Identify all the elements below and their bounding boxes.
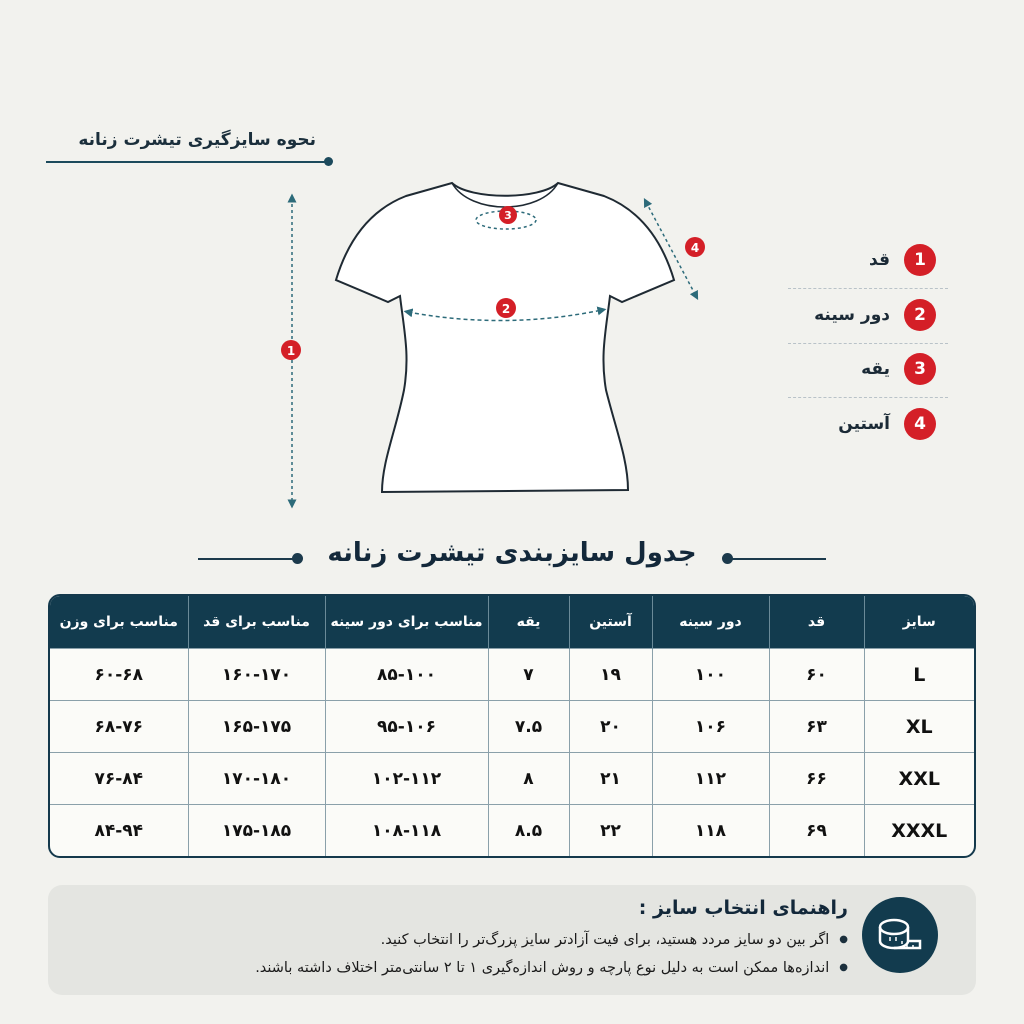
measuring-tape-icon — [862, 897, 938, 973]
table-title-line-left — [198, 558, 298, 560]
legend-item-chest — [636, 295, 936, 335]
cell-collar: ۸ — [488, 753, 569, 805]
cell-sleeve: ۲۱ — [569, 753, 652, 805]
header-length: قد — [769, 596, 864, 649]
cell-length: ۶۰ — [769, 649, 864, 701]
marker-3 — [499, 206, 517, 224]
cell-fit-weight: ۸۴-۹۴ — [50, 805, 188, 856]
legend-number: 4 — [904, 408, 936, 440]
cell-fit-chest: ۸۵-۱۰۰ — [325, 649, 488, 701]
tshirt-outline — [336, 183, 674, 492]
legend-label: آستین — [838, 414, 890, 434]
cell-size: L — [864, 649, 974, 701]
svg-text:2: 2 — [501, 302, 511, 316]
header-size: سایز — [864, 596, 974, 649]
cell-fit-weight: ۶۰-۶۸ — [50, 649, 188, 701]
cell-sleeve: ۲۲ — [569, 805, 652, 856]
header-fit-chest: مناسب برای دور سینه — [325, 596, 488, 649]
table-title-line-right — [728, 558, 826, 560]
legend-number: 2 — [904, 299, 936, 331]
legend-item-length — [636, 240, 936, 280]
header-chest: دور سینه — [652, 596, 769, 649]
cell-length: ۶۶ — [769, 753, 864, 805]
legend-number: 1 — [904, 244, 936, 276]
legend-number: 3 — [904, 353, 936, 385]
cell-sleeve: ۲۰ — [569, 701, 652, 753]
table-row — [50, 805, 974, 856]
tshirt-diagram — [270, 180, 720, 510]
legend-label: یقه — [861, 359, 890, 379]
table-row — [50, 649, 974, 701]
marker-1 — [281, 340, 301, 360]
cell-collar: ۸.۵ — [488, 805, 569, 856]
measure-title-dot — [324, 157, 333, 166]
legend-label: دور سینه — [814, 305, 890, 325]
cell-fit-height: ۱۷۰-۱۸۰ — [188, 753, 325, 805]
legend-item-sleeve — [636, 404, 936, 444]
cell-sleeve: ۱۹ — [569, 649, 652, 701]
svg-text:3: 3 — [504, 209, 512, 222]
cell-size: XXL — [864, 753, 974, 805]
cell-fit-height: ۱۶۰-۱۷۰ — [188, 649, 325, 701]
table-section-title: جدول سایزبندی تیشرت زنانه — [327, 538, 697, 568]
measure-section-title: نحوه سایزگیری تیشرت زنانه — [78, 130, 316, 150]
cell-fit-weight: ۷۶-۸۴ — [50, 753, 188, 805]
table-row — [50, 701, 974, 753]
cell-fit-weight: ۶۸-۷۶ — [50, 701, 188, 753]
cell-collar: ۷ — [488, 649, 569, 701]
marker-2 — [496, 298, 516, 318]
cell-size: XL — [864, 701, 974, 753]
legend-item-collar — [636, 349, 936, 389]
cell-length: ۶۳ — [769, 701, 864, 753]
legend-label: قد — [869, 250, 890, 270]
cell-fit-chest: ۱۰۸-۱۱۸ — [325, 805, 488, 856]
header-fit-height: مناسب برای قد — [188, 596, 325, 649]
cell-fit-height: ۱۶۵-۱۷۵ — [188, 701, 325, 753]
header-fit-weight: مناسب برای وزن — [50, 596, 188, 649]
header-sleeve: آستین — [569, 596, 652, 649]
cell-size: XXXL — [864, 805, 974, 856]
cell-collar: ۷.۵ — [488, 701, 569, 753]
svg-text:1: 1 — [286, 344, 296, 358]
measure-title-underline — [46, 161, 330, 163]
cell-fit-chest: ۱۰۲-۱۱۲ — [325, 753, 488, 805]
size-guide-title: راهنمای انتخاب سایز : — [638, 897, 848, 919]
cell-chest: ۱۰۶ — [652, 701, 769, 753]
cell-chest: ۱۱۲ — [652, 753, 769, 805]
legend-divider — [788, 288, 948, 289]
header-collar: یقه — [488, 596, 569, 649]
cell-chest: ۱۱۸ — [652, 805, 769, 856]
svg-text:4: 4 — [690, 241, 700, 255]
legend-divider — [788, 343, 948, 344]
cell-length: ۶۹ — [769, 805, 864, 856]
size-guide-item: ● اندازه‌ها ممکن است به دلیل نوع پارچه و روش اندازه‌گیری ۱ تا ۲ سانتی‌متر اختلاف داشته باشند. — [48, 960, 848, 976]
table-row — [50, 753, 974, 805]
table-header-row — [50, 596, 974, 649]
cell-chest: ۱۰۰ — [652, 649, 769, 701]
cell-fit-chest: ۹۵-۱۰۶ — [325, 701, 488, 753]
size-guide-item: ● اگر بین دو سایز مردد هستید، برای فیت آزادتر سایز پزرگ‌تر را انتخاب کنید. — [48, 932, 848, 948]
cell-fit-height: ۱۷۵-۱۸۵ — [188, 805, 325, 856]
legend-divider — [788, 397, 948, 398]
size-table — [48, 594, 976, 858]
